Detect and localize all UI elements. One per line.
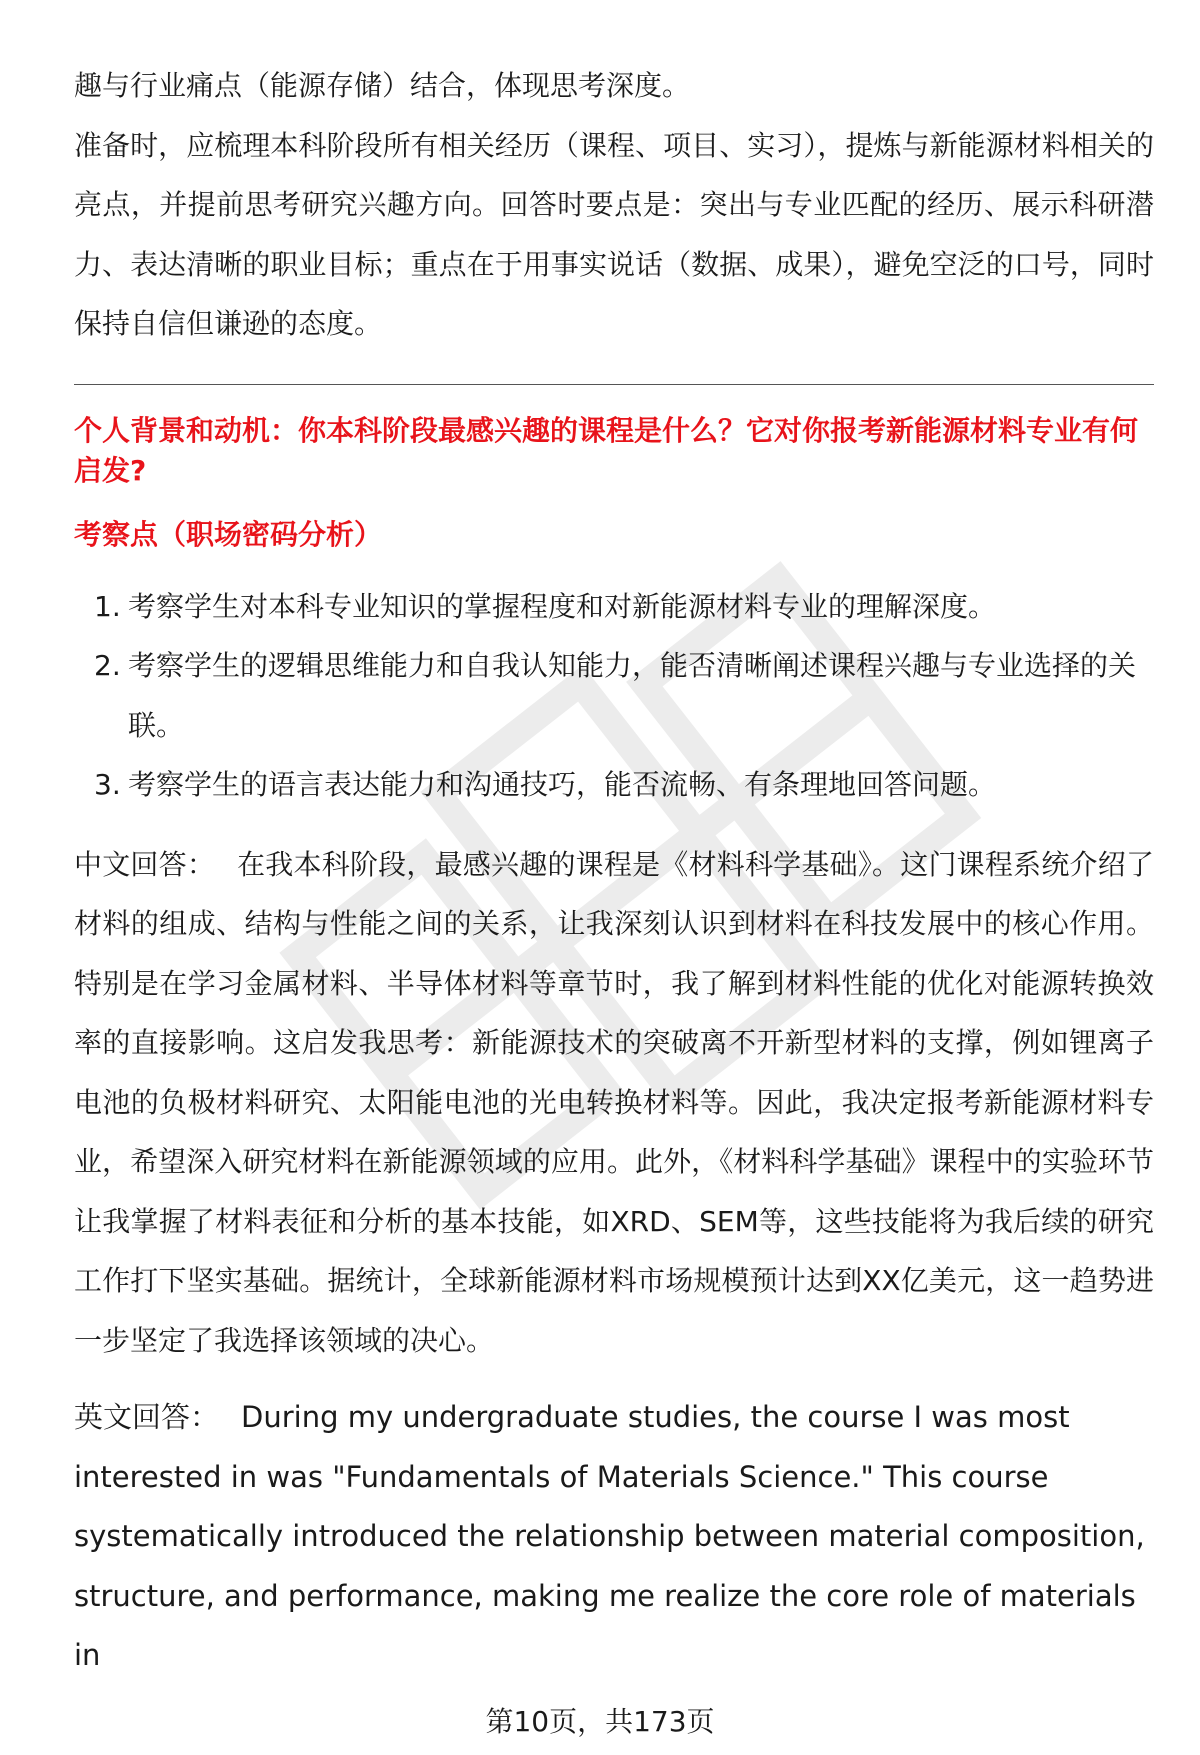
list-item-number: 1. <box>94 589 121 623</box>
list-item <box>74 755 1154 815</box>
chinese-answer <box>74 835 1154 1371</box>
page-footer: 第10页，共173页 <box>485 1705 715 1738</box>
list-item-text: 考察学生的语言表达能力和沟通技巧，能否流畅、有条理地回答问题。 <box>128 768 997 801</box>
english-answer-label: 英文回答： <box>74 1400 220 1434</box>
section-title: 考察点（职场密码分析） <box>74 517 383 551</box>
list-item-text: 考察学生的逻辑思维能力和自我认知能力，能否清晰阐述课程兴趣与专业选择的关联。 <box>128 649 1137 742</box>
intro-continuation: 趣与行业痛点（能源存储）结合，体现思考深度。 <box>74 69 691 102</box>
section-divider <box>74 384 1154 385</box>
english-answer <box>74 1388 1154 1686</box>
intro-paragraph: 准备时，应梳理本科阶段所有相关经历（课程、项目、实习），提炼与新能源材料相关的亮点，并提前思考研究兴趣方向。回答时要点是：突出与专业匹配的经历、展示科研潜力、表达清晰的职业目标；重点在于用事实说话（数据、成果），避免空泛的口号，同时保持自信但谦逊的态度。 <box>74 128 1154 340</box>
list-item <box>74 577 1154 637</box>
chinese-answer-text: 在我本科阶段，最感兴趣的课程是《材料科学基础》。这门课程系统介绍了材料的组成、结构与性能之间的关系，让我深刻认识到材料在科技发展中的核心作用。特别是在学习金属材料、半导体材料等章节时，我了解到材料性能的优化对能源转换效率的直接影响。这启发我思考：新能源技术的突破离不开新型材料的支撑，例如锂离子电池的负极材料研究、太阳能电池的光电转换材料等。因此，我决定报考新能源材料专业，希望深入研究材料在新能源领域的应用。此外，《材料科学基础》课程中的实验环节让我掌握了材料表征和分析的基本技能，如XRD、SEM等，这些技能将为我后续的研究工作打下坚实基础。据统计，全球新能源材料市场规模预计达到XX亿美元，这一趋势进一步坚定了我选择该领域的决心。 <box>74 847 1154 1357</box>
english-answer-text: During my undergraduate studies, the course I was most interested in was "Fundamentals of Materials Science." This course systematically introduced the relationship between material composition, structure, and performance, making me realize the core role of materials in <box>74 1400 1145 1672</box>
list-item-number: 2. <box>94 649 121 682</box>
chinese-answer-label: 中文回答： <box>74 847 216 881</box>
list-item-text: 考察学生对本科专业知识的掌握程度和对新能源材料专业的理解深度。 <box>128 589 997 623</box>
list-item <box>74 636 1154 755</box>
assessment-points-list <box>74 577 1154 815</box>
question-heading: 个人背景和动机：你本科阶段最感兴趣的课程是什么？它对你报考新能源材料专业有何启发? <box>74 413 1139 487</box>
main-content <box>74 56 1154 1686</box>
list-item-number: 3. <box>94 768 121 801</box>
